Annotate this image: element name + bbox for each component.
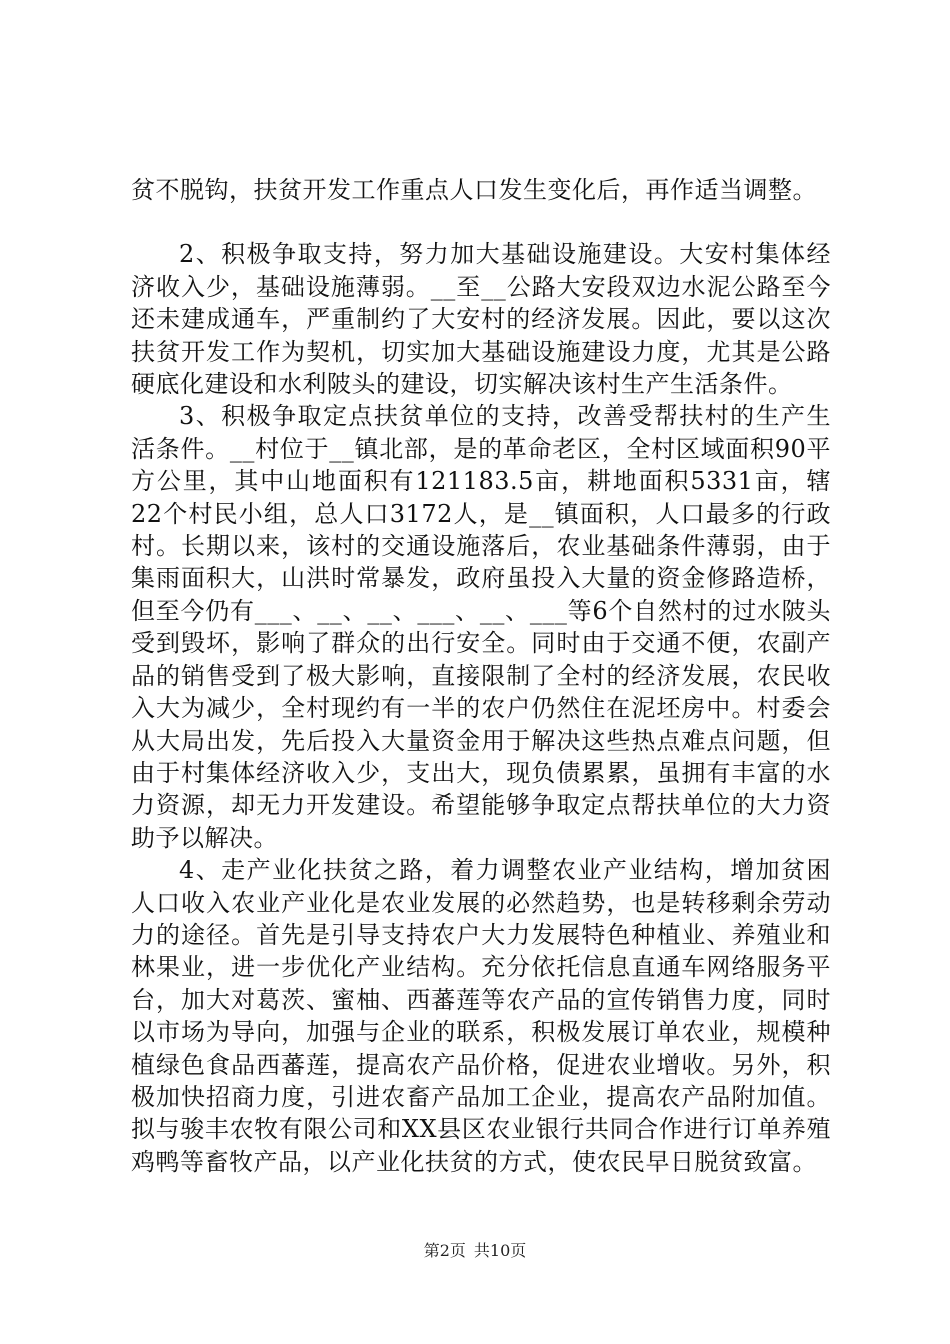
paragraph-continuation: 贫不脱钩，扶贫开发工作重点人口发生变化后，再作适当调整。 [131, 176, 817, 204]
page-footer [0, 1241, 950, 1261]
paragraph-infrastructure: 2、积极争取支持，努力加大基础设施建设。大安村集体经济收入少，基础设施薄弱。__至__公路大安段双边水泥公路至今还未建成通车，严重制约了大安村的经济发展。因此，要以这次扶贫开发工作为契机，切实加大基础设施建设力度，尤其是公路硬底化建设和水利陂头的建设，切实解决该村生产生活条件。 [131, 240, 831, 399]
paragraph-industrialization: 4、走产业化扶贫之路，着力调整农业产业结构，增加贫困人口收入农业产业化是农业发展的必然趋势，也是转移剩余劳动力的途径。首先是引导支持农户大力发展特色种植业、养殖业和林果业，进一步优化产业结构。充分依托信息直通车网络服务平台，加大对葛茨、蜜柚、西蕃莲等农产品的宣传销售力度，同时以市场为导向，加强与企业的联系，积极发展订单农业，规模种植绿色食品西蕃莲，提高农产品价格，促进农业增收。另外，积极加快招商力度，引进农畜产品加工企业，提高农产品附加值。拟与骏丰农牧有限公司和XX县区农业银行共同合作进行订单养殖鸡鸭等畜牧产品，以产业化扶贫的方式，使农民早日脱贫致富。 [131, 856, 831, 1176]
page-number: 第2页 [423, 1241, 466, 1260]
paragraph-poverty-assistance: 3、积极争取定点扶贫单位的支持，改善受帮扶村的生产生活条件。__村位于__镇北部，是的革命老区，全村区域面积90平方公里，其中山地面积有121183.5亩，耕地面积5331亩，辖22个村民小组，总人口3172人，是__镇面积，人口最多的行政村。长期以来，该村的交通设施落后，农业基础条件薄弱，由于集雨面积大，山洪时常暴发，政府虽投入大量的资金修路造桥，但至今仍有___、__、__、___、__、___等6个自然村的过水陂头受到毁坏，影响了群众的出行安全。同时由于交通不便，农副产品的销售受到了极大影响，直接限制了全村的经济发展，农民收入大为减少，全村现约有一半的农户仍然住在泥坯房中。村委会从大局出发，先后投入大量资金用于解决这些热点难点问题，但由于村集体经济收入少，支出大，现负债累累，虽拥有丰富的水力资源，却无力开发建设。希望能够争取定点帮扶单位的大力资助予以解决。 [131, 402, 831, 852]
document-body [131, 174, 831, 1178]
page-total: 共10页 [473, 1241, 527, 1260]
